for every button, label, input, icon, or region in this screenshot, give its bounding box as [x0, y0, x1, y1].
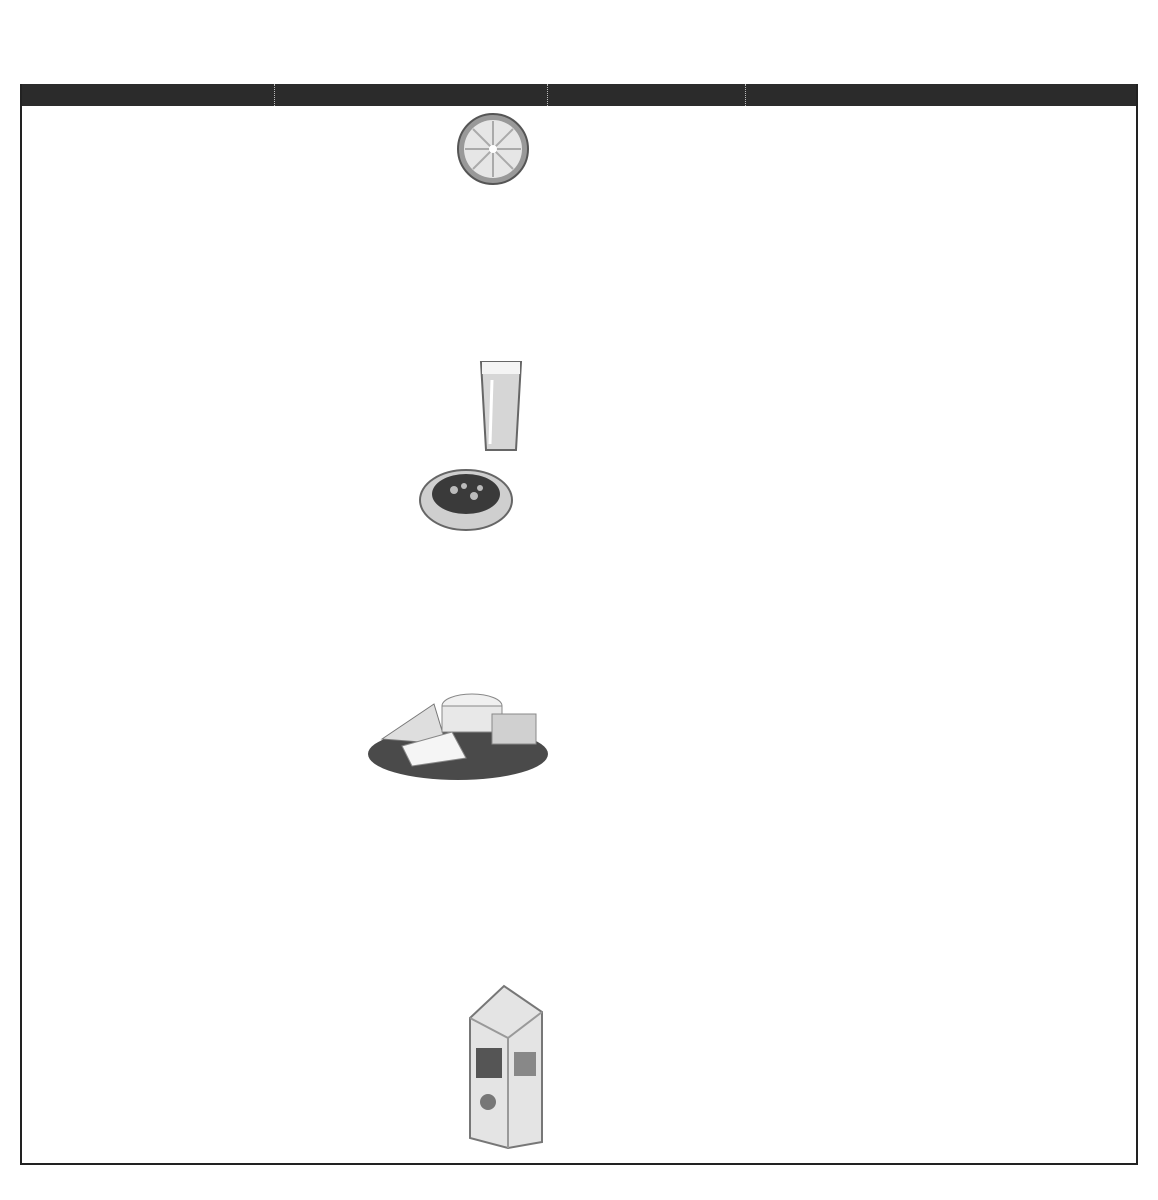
header-reason	[745, 84, 1139, 106]
beer-glass-image	[478, 358, 524, 454]
header-food	[274, 84, 548, 106]
header-symptom	[547, 84, 746, 106]
milk-carton-image	[464, 982, 546, 1150]
cheese-plate-image	[362, 684, 552, 784]
table-header	[22, 84, 1136, 106]
header-drug-type	[22, 84, 274, 106]
grapefruit-image	[456, 112, 530, 186]
hijiki-bowl-image	[416, 460, 516, 532]
interaction-table	[20, 84, 1138, 1165]
